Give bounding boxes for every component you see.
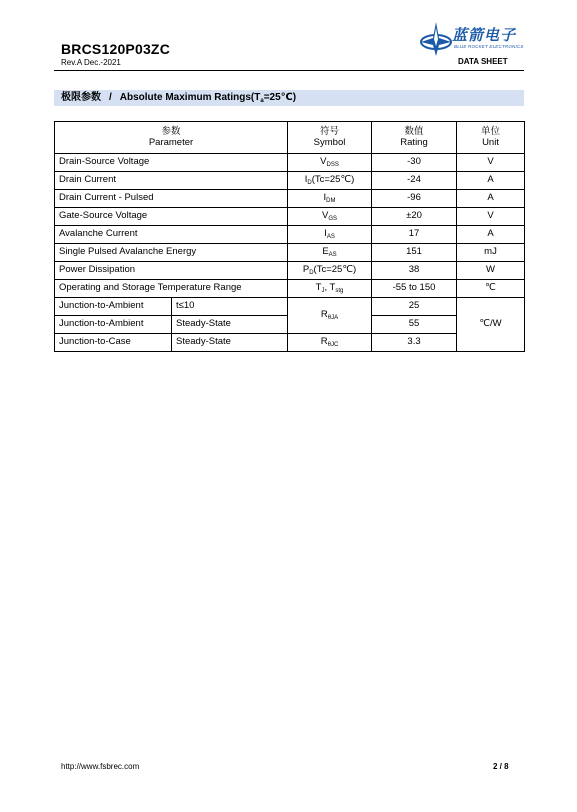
footer-url-link[interactable]: http://www.fsbrec.com: [61, 762, 140, 771]
section-title-subscript: a: [260, 98, 264, 104]
table-row: [55, 262, 525, 280]
row-rating: -96: [372, 190, 457, 208]
row-rating: 3.3: [372, 334, 457, 352]
row-condition: t≤10: [172, 298, 288, 316]
header-symbol-cn: 符号: [320, 126, 340, 138]
row-rating: 25: [372, 298, 457, 316]
row-parameter: Junction-to-Ambient: [55, 316, 172, 334]
symbol-main: I: [324, 228, 327, 240]
row-rating: ±20: [372, 208, 457, 226]
header-symbol: [288, 122, 372, 154]
symbol-suffix: (Tc=25℃): [311, 174, 355, 186]
row-rating: -55 to 150: [372, 280, 457, 298]
symbol-subscript: GS: [328, 216, 338, 223]
row-condition: Steady-State: [172, 316, 288, 334]
symbol-main: V: [320, 156, 327, 168]
part-number: BRCS120P03ZC: [61, 41, 170, 57]
section-title-separator: /: [109, 92, 112, 103]
table-row: [55, 244, 525, 262]
symbol-subscript: AS: [326, 234, 335, 241]
table-row: [55, 172, 525, 190]
row-parameter: Drain Current: [55, 172, 288, 190]
row-rating: -30: [372, 154, 457, 172]
row-parameter: Junction-to-Ambient: [55, 298, 172, 316]
row-condition: Steady-State: [172, 334, 288, 352]
symbol-main: I: [323, 192, 327, 204]
symbol-subscript: θJA: [327, 315, 339, 322]
header-unit: [457, 122, 525, 154]
section-title-cn: 极限参数: [61, 92, 101, 103]
brand-name-en: BLUE ROCKET ELECTRONICS: [454, 44, 524, 49]
table-row: [55, 226, 525, 244]
row-rating: 151: [372, 244, 457, 262]
header-symbol-en: Symbol: [313, 136, 346, 148]
row-symbol: [288, 262, 372, 280]
symbol-subscript: J: [321, 288, 325, 295]
row-unit: A: [457, 226, 525, 244]
row-symbol: [288, 208, 372, 226]
symbol-suffix: (Tc=25℃): [313, 264, 357, 276]
row-rating: 17: [372, 226, 457, 244]
header-rating-cn: 数值: [404, 126, 424, 138]
row-parameter: Avalanche Current: [55, 226, 288, 244]
row-rating: 55: [372, 316, 457, 334]
row-unit: ℃: [457, 280, 525, 298]
symbol-subscript: DM: [326, 198, 336, 205]
header-unit-en: Unit: [482, 136, 499, 148]
symbol-subscript-2: stg: [335, 288, 344, 295]
row-symbol: [288, 298, 372, 334]
symbol-separator: , T: [324, 282, 336, 294]
page-number: 2 / 8: [493, 762, 509, 771]
section-title-suffix: =25℃): [263, 92, 297, 103]
row-parameter: Operating and Storage Temperature Range: [55, 280, 288, 298]
row-unit: mJ: [457, 244, 525, 262]
brand-name-cn: 蓝箭电子: [452, 27, 517, 44]
revision-label: Rev.A Dec.-2021: [61, 58, 121, 67]
row-unit: A: [457, 190, 525, 208]
symbol-subscript: DSS: [326, 162, 339, 169]
row-symbol: [288, 190, 372, 208]
row-unit: W: [457, 262, 525, 280]
symbol-subscript: AS: [328, 252, 337, 259]
absolute-maximum-ratings-table: [54, 121, 525, 352]
row-unit: A: [457, 172, 525, 190]
row-parameter: Gate-Source Voltage: [55, 208, 288, 226]
row-unit: V: [457, 154, 525, 172]
table-row-thermal: [55, 334, 525, 352]
document-type: DATA SHEET: [458, 57, 508, 66]
symbol-subscript: D: [309, 270, 314, 277]
symbol-main: I: [304, 174, 308, 186]
row-unit: V: [457, 208, 525, 226]
header-unit-cn: 单位: [481, 126, 501, 138]
symbol-main: T: [315, 282, 322, 294]
row-symbol: [288, 226, 372, 244]
symbol-main: V: [322, 210, 329, 222]
symbol-main: R: [320, 336, 328, 348]
section-title-en: Absolute Maximum Ratings(T: [119, 92, 261, 103]
row-symbol: [288, 244, 372, 262]
row-parameter: Drain Current - Pulsed: [55, 190, 288, 208]
symbol-main: E: [322, 246, 329, 258]
header-divider: [54, 70, 524, 71]
row-symbol: [288, 280, 372, 298]
table-row-thermal: [55, 298, 525, 316]
row-rating: -24: [372, 172, 457, 190]
section-title-bar: [54, 90, 524, 106]
row-unit: ℃/W: [457, 298, 525, 352]
symbol-main: R: [320, 309, 328, 321]
table-row: [55, 280, 525, 298]
row-rating: 38: [372, 262, 457, 280]
row-parameter: Power Dissipation: [55, 262, 288, 280]
header-parameter-cn: 参数: [161, 126, 181, 138]
table-row: [55, 154, 525, 172]
header-rating: [372, 122, 457, 154]
header-parameter-en: Parameter: [148, 136, 194, 148]
row-symbol: [288, 172, 372, 190]
row-symbol: [288, 334, 372, 352]
table-header-row: [55, 122, 525, 154]
table-row: [55, 208, 525, 226]
symbol-subscript: D: [307, 180, 312, 187]
symbol-subscript: θJC: [327, 342, 339, 349]
row-parameter: Single Pulsed Avalanche Energy: [55, 244, 288, 262]
header-parameter: [55, 122, 288, 154]
header-rating-en: Rating: [400, 136, 428, 148]
symbol-main: P: [302, 264, 310, 276]
row-parameter: Drain-Source Voltage: [55, 154, 288, 172]
row-parameter: Junction-to-Case: [55, 334, 172, 352]
table-row: [55, 190, 525, 208]
row-symbol: [288, 154, 372, 172]
